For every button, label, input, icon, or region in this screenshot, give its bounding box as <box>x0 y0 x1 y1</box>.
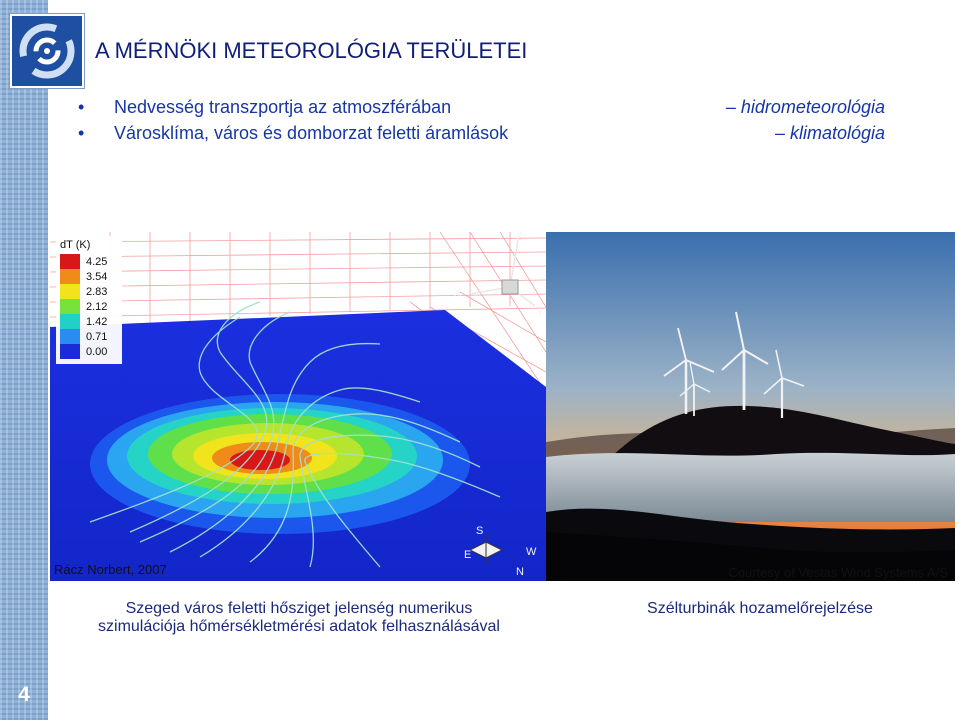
z-axis-label: Z <box>516 232 523 243</box>
simulation-credit: Rácz Norbert, 2007 <box>54 562 167 577</box>
legend-swatch <box>60 284 80 299</box>
bullet-text: Nedvesség transzportja az atmoszférában <box>114 97 452 117</box>
compass-e: E <box>464 549 472 561</box>
wind-turbine-scene <box>546 232 955 581</box>
bullet-text: Városklíma, város és domborzat feletti áramlások <box>114 123 509 143</box>
compass-n: N <box>516 566 524 578</box>
legend-value: 2.83 <box>86 286 108 298</box>
simulation-caption <box>60 600 538 636</box>
page-number: 4 <box>18 683 30 706</box>
institution-logo <box>10 14 84 88</box>
legend-value: 0.00 <box>86 346 108 358</box>
bullet-item <box>78 97 451 118</box>
legend-value: 0.71 <box>86 331 108 343</box>
compass-s: S <box>476 525 484 537</box>
wind-photo-caption: Szélturbinák hozamelőrejelzése <box>647 600 873 617</box>
heat-island-simulation-image <box>50 232 546 581</box>
legend-swatch <box>60 314 80 329</box>
bullet-symbol: • <box>78 123 85 143</box>
y-axis-label: Y <box>536 307 544 319</box>
slide-title: A MÉRNÖKI METEOROLÓGIA TERÜLETEI <box>95 38 528 63</box>
legend-swatch <box>60 254 80 269</box>
simulation-caption-line2: szimulációja hőmérsékletmérési adatok felhasználásával <box>98 618 500 635</box>
photo-credit: Courtesy of Vestas Wind Systems A/S <box>728 565 948 580</box>
bullet-symbol: • <box>78 97 85 117</box>
legend-value: 2.12 <box>86 301 108 313</box>
legend-title: dT (K) <box>60 239 91 251</box>
compass-w: W <box>526 546 537 558</box>
bullet-side-label: – hidrometeorológia <box>725 97 885 117</box>
legend-swatch <box>60 329 80 344</box>
legend-swatch <box>60 344 80 359</box>
bullet-item <box>78 123 508 144</box>
bullet-side-label: – klimatológia <box>774 123 885 143</box>
legend-value: 4.25 <box>86 256 108 268</box>
wind-turbine-photo <box>546 232 955 581</box>
legend-swatch <box>60 299 80 314</box>
swirl-logo-icon <box>12 16 82 86</box>
legend-value: 3.54 <box>86 271 108 283</box>
simulation-caption-line1: Szeged város feletti hősziget jelenség numerikus <box>125 600 473 617</box>
legend-swatch <box>60 269 80 284</box>
x-axis-label: X <box>454 287 462 299</box>
simulation-figure <box>50 232 546 581</box>
decorative-side-strip <box>0 0 48 720</box>
temperature-legend <box>56 236 122 364</box>
legend-value: 1.42 <box>86 316 108 328</box>
